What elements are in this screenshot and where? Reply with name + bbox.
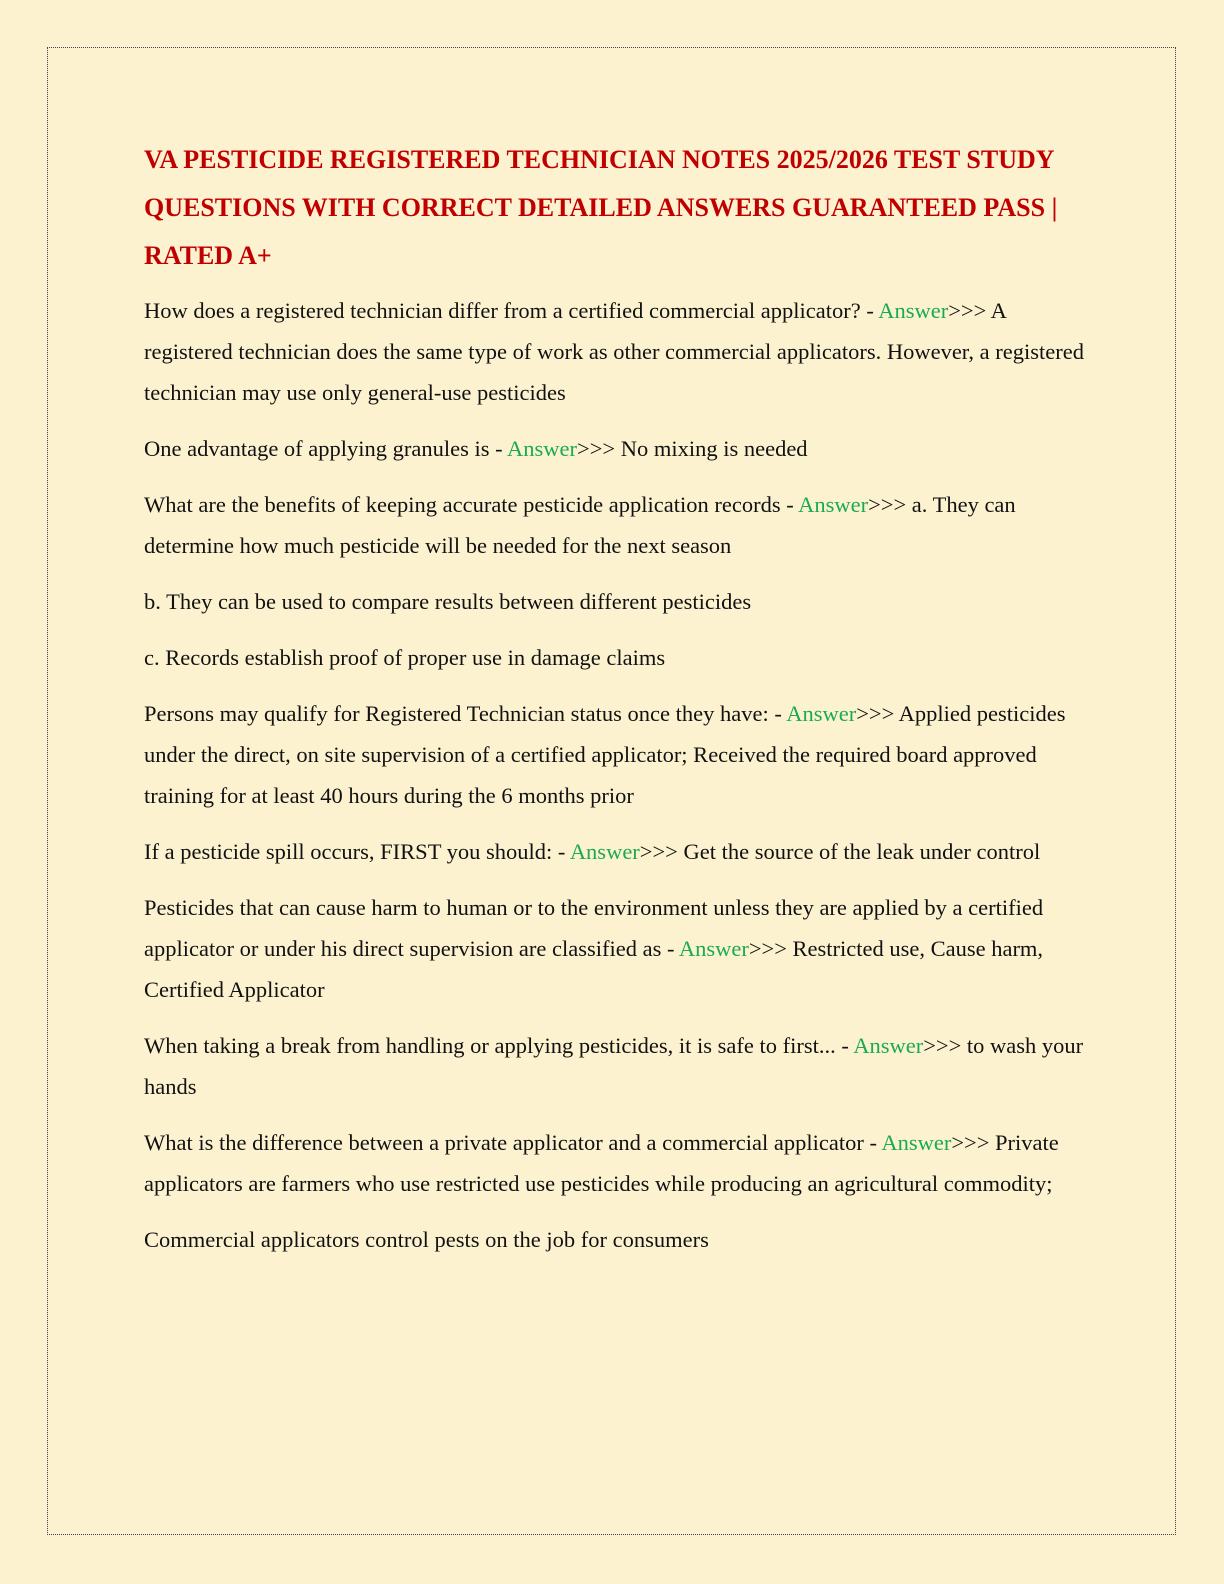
qa-item-2 xyxy=(144,428,1084,469)
question-text: What is the difference between a private applicator and a commercial applicator - xyxy=(144,1130,882,1155)
question-text: One advantage of applying granules is - xyxy=(144,436,508,461)
answer-continuation: Commercial applicators control pests on the job for consumers xyxy=(144,1227,709,1252)
answer-text: >>> Get the source of the leak under control xyxy=(639,839,1041,864)
question-text: What are the benefits of keeping accurate pesticide application records - xyxy=(144,492,799,517)
answer-text: >>> to wash your hands xyxy=(144,1033,1084,1099)
document-title: VA PESTICIDE REGISTERED TECHNICIAN NOTES 2025/2026 TEST STUDY QUESTIONS WITH CORRECT DETAILED ANSWERS GUARANTEED PASS | RATED A+ xyxy=(144,145,1058,270)
qa-item-8 xyxy=(144,1122,1084,1204)
answer-label: Answer xyxy=(798,492,869,517)
answer-label: Answer xyxy=(881,1130,952,1155)
answer-text: >>> a. They can determine how much pesticide will be needed for the next season xyxy=(144,492,1016,558)
answer-text: >>> Restricted use, Cause harm, Certified Applicator xyxy=(144,936,1044,1002)
question-text: When taking a break from handling or applying pesticides, it is safe to first... - xyxy=(144,1033,854,1058)
answer-text: >>> Applied pesticides under the direct, on site supervision of a certified applicator; Received the required board approved training for at least 40 hours during the 6 months prior xyxy=(144,701,1066,808)
answer-label: Answer xyxy=(786,701,857,726)
answer-label: Answer xyxy=(878,298,949,323)
answer-label: Answer xyxy=(853,1033,924,1058)
answer-text: >>> A registered technician does the same type of work as other commercial applicators. However, a registered technician may use only general-use pesticides xyxy=(144,298,1084,405)
qa-item-7 xyxy=(144,1025,1084,1107)
qa-item-3 xyxy=(144,484,1084,566)
question-text: Persons may qualify for Registered Technician status once they have: - xyxy=(144,701,787,726)
answer-label: Answer xyxy=(569,839,640,864)
answer-label: Answer xyxy=(678,936,749,961)
answer-label: Answer xyxy=(507,436,578,461)
qa-item-1 xyxy=(144,290,1084,413)
answer-continuation: c. Records establish proof of proper use in damage claims xyxy=(144,645,666,670)
answer-text: >>> Private applicators are farmers who use restricted use pesticides while producing an agricultural commodity; xyxy=(144,1130,1059,1196)
question-text: If a pesticide spill occurs, FIRST you should: - xyxy=(144,839,570,864)
qa-item-5 xyxy=(144,831,1084,872)
qa-item-6 xyxy=(144,887,1084,1010)
qa-item-4 xyxy=(144,693,1084,816)
question-text: Pesticides that can cause harm to human or to the environment unless they are applied by a certified applicator or under his direct supervision are classified as - xyxy=(144,895,1044,961)
answer-text: >>> No mixing is needed xyxy=(577,436,808,461)
document-body xyxy=(144,136,1084,1275)
answer-continuation: b. They can be used to compare results between different pesticides xyxy=(144,589,752,614)
question-text: How does a registered technician differ from a certified commercial applicator? - xyxy=(144,298,879,323)
